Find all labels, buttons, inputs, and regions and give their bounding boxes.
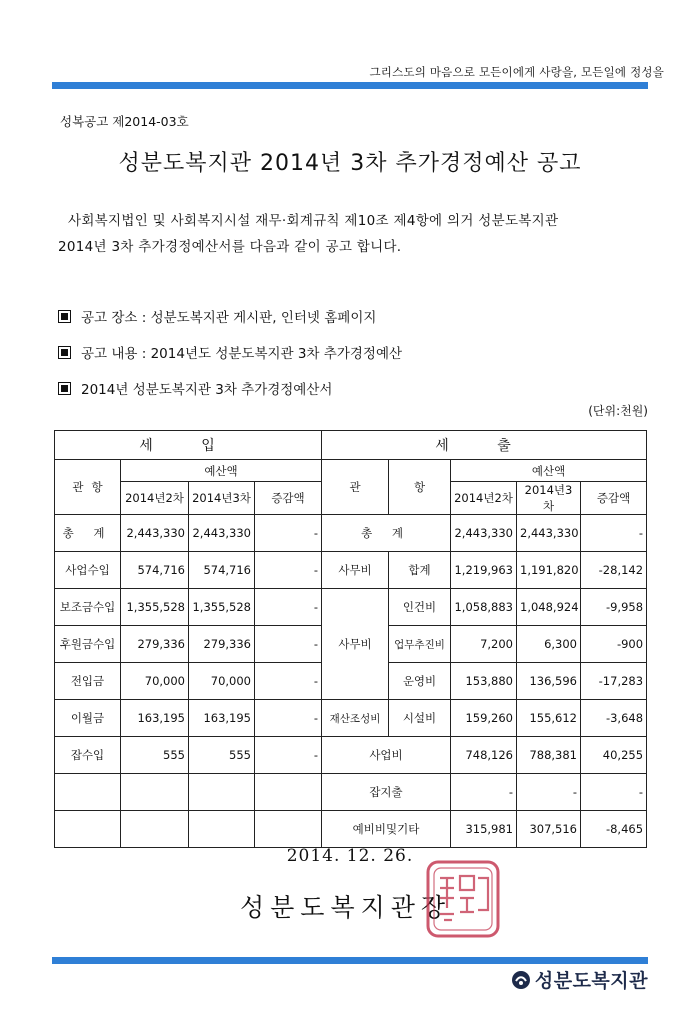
signer-name: 성분도복지관장 xyxy=(240,893,452,922)
notice-item xyxy=(58,298,402,334)
table-row xyxy=(55,700,647,737)
expense-3rd-value: 6,300 xyxy=(517,626,581,663)
col-diff: 증감액 xyxy=(255,482,322,515)
expense-gwan: 사무비 xyxy=(322,552,389,589)
revenue-name: 총 계 xyxy=(55,515,121,552)
logo-mark-icon xyxy=(511,970,531,990)
table-row xyxy=(55,811,647,848)
expense-hang-header: 항 xyxy=(389,460,451,515)
header-motto: 그리스도의 마음으로 모든이에게 사랑을, 모든일에 정성을 xyxy=(369,65,664,79)
revenue-diff-value: - xyxy=(255,515,322,552)
expense-budget-header: 예산액 xyxy=(451,460,647,482)
expense-gwan: 사업비 xyxy=(322,737,451,774)
empty-cell xyxy=(55,774,121,811)
document-number: 성복공고 제2014-03호 xyxy=(60,114,189,129)
col-3rd: 2014년3차 xyxy=(189,482,255,515)
unit-label: (단위:천원) xyxy=(588,404,648,418)
revenue-name: 잡수입 xyxy=(55,737,121,774)
revenue-diff-value: - xyxy=(255,737,322,774)
square-bullet-icon xyxy=(58,346,71,359)
expense-gwan-header: 관 xyxy=(322,460,389,515)
col-2nd: 2014년2차 xyxy=(121,482,189,515)
intro-line-2: 2014년 3차 추가경정예산서를 다음과 같이 공고 합니다. xyxy=(58,239,402,255)
revenue-diff-value: - xyxy=(255,663,322,700)
revenue-3rd-value: 70,000 xyxy=(189,663,255,700)
notice-item-text: 2014년 성분도복지관 3차 추가경정예산서 xyxy=(81,382,333,398)
intro-line-1: 사회복지법인 및 사회복지시설 재무·회계규칙 제10조 제4항에 의거 성분도복지관 xyxy=(68,213,559,229)
revenue-2nd-value: 279,336 xyxy=(121,626,189,663)
expense-2nd-value: 2,443,330 xyxy=(451,515,517,552)
notice-item xyxy=(58,334,402,370)
table-row xyxy=(55,589,647,626)
revenue-name: 사업수입 xyxy=(55,552,121,589)
official-seal-icon xyxy=(424,858,502,940)
expense-diff-value: -17,283 xyxy=(581,663,647,700)
expense-hang: 인건비 xyxy=(389,589,451,626)
expense-3rd-value: 136,596 xyxy=(517,663,581,700)
expense-diff-value: -900 xyxy=(581,626,647,663)
expense-gwan: 잡지출 xyxy=(322,774,451,811)
expense-gwan: 총 계 xyxy=(322,515,451,552)
notice-item xyxy=(58,370,402,406)
expense-2nd-value: 153,880 xyxy=(451,663,517,700)
empty-cell xyxy=(55,811,121,848)
expense-3rd-value: 788,381 xyxy=(517,737,581,774)
revenue-3rd-value: 163,195 xyxy=(189,700,255,737)
expense-2nd-value: 159,260 xyxy=(451,700,517,737)
revenue-gwan-hang-header xyxy=(55,460,121,515)
col-3rd: 2014년3차 xyxy=(517,482,581,515)
col-2nd: 2014년2차 xyxy=(451,482,517,515)
revenue-2nd-value: 70,000 xyxy=(121,663,189,700)
expense-diff-value: -9,958 xyxy=(581,589,647,626)
budget-table xyxy=(54,430,647,848)
revenue-2nd-value: 2,443,330 xyxy=(121,515,189,552)
expense-3rd-value: 155,612 xyxy=(517,700,581,737)
logo-name: 성분도복지관 xyxy=(534,970,648,992)
square-bullet-icon xyxy=(58,382,71,395)
col-gwan-label: 관 xyxy=(72,480,92,494)
revenue-3rd-value: 1,355,528 xyxy=(189,589,255,626)
expense-3rd-value: 1,048,924 xyxy=(517,589,581,626)
intro-paragraph xyxy=(58,208,648,260)
issue-date: 2014. 12. 26. xyxy=(286,846,414,866)
expense-gwan: 재산조성비 xyxy=(322,700,389,737)
expense-2nd-value: - xyxy=(451,774,517,811)
empty-cell xyxy=(189,811,255,848)
expense-2nd-value: 1,058,883 xyxy=(451,589,517,626)
col-hang-label: 항 xyxy=(91,480,103,494)
notice-item-text: 공고 내용 : 2014년도 성분도복지관 3차 추가경정예산 xyxy=(81,346,403,362)
revenue-3rd-value: 2,443,330 xyxy=(189,515,255,552)
square-bullet-icon xyxy=(58,310,71,323)
table-header-row xyxy=(55,431,647,460)
expense-gwan: 사무비 xyxy=(322,589,389,700)
revenue-2nd-value: 1,355,528 xyxy=(121,589,189,626)
expense-diff-value: -3,648 xyxy=(581,700,647,737)
revenue-name: 이월금 xyxy=(55,700,121,737)
revenue-3rd-value: 279,336 xyxy=(189,626,255,663)
notice-list xyxy=(58,298,402,406)
empty-cell xyxy=(255,811,322,848)
footer-logo xyxy=(511,966,648,993)
revenue-2nd-value: 163,195 xyxy=(121,700,189,737)
empty-cell xyxy=(121,774,189,811)
revenue-2nd-value: 555 xyxy=(121,737,189,774)
empty-cell xyxy=(121,811,189,848)
revenue-name: 후원금수입 xyxy=(55,626,121,663)
footer-divider xyxy=(52,957,648,964)
table-row xyxy=(55,515,647,552)
expense-3rd-value: 1,191,820 xyxy=(517,552,581,589)
expense-3rd-value: - xyxy=(517,774,581,811)
notice-item-text: 공고 장소 : 성분도복지관 게시판, 인터넷 홈페이지 xyxy=(81,310,377,326)
header-divider xyxy=(52,82,648,89)
table-header-row xyxy=(55,460,647,482)
revenue-name: 전입금 xyxy=(55,663,121,700)
col-diff: 증감액 xyxy=(581,482,647,515)
revenue-2nd-value: 574,716 xyxy=(121,552,189,589)
revenue-diff-value: - xyxy=(255,552,322,589)
revenue-header: 세 입 xyxy=(55,431,322,460)
expense-diff-value: -8,465 xyxy=(581,811,647,848)
revenue-diff-value: - xyxy=(255,626,322,663)
expense-3rd-value: 307,516 xyxy=(517,811,581,848)
expense-2nd-value: 1,219,963 xyxy=(451,552,517,589)
expense-3rd-value: 2,443,330 xyxy=(517,515,581,552)
revenue-budget-header: 예산액 xyxy=(121,460,322,482)
expense-2nd-value: 748,126 xyxy=(451,737,517,774)
expense-diff-value: - xyxy=(581,515,647,552)
expense-diff-value: -28,142 xyxy=(581,552,647,589)
revenue-diff-value: - xyxy=(255,700,322,737)
revenue-name: 보조금수입 xyxy=(55,589,121,626)
empty-cell xyxy=(189,774,255,811)
revenue-3rd-value: 574,716 xyxy=(189,552,255,589)
revenue-diff-value: - xyxy=(255,589,322,626)
expense-hang: 시설비 xyxy=(389,700,451,737)
empty-cell xyxy=(255,774,322,811)
expense-hang: 운영비 xyxy=(389,663,451,700)
expense-2nd-value: 7,200 xyxy=(451,626,517,663)
table-row xyxy=(55,552,647,589)
expense-hang: 업무추진비 xyxy=(389,626,451,663)
expense-diff-value: 40,255 xyxy=(581,737,647,774)
table-row xyxy=(55,737,647,774)
expense-gwan: 예비비및기타 xyxy=(322,811,451,848)
page-title: 성분도복지관 2014년 3차 추가경정예산 공고 xyxy=(118,151,582,176)
revenue-3rd-value: 555 xyxy=(189,737,255,774)
table-row xyxy=(55,774,647,811)
expense-diff-value: - xyxy=(581,774,647,811)
expense-header: 세 출 xyxy=(322,431,647,460)
expense-2nd-value: 315,981 xyxy=(451,811,517,848)
expense-hang: 합계 xyxy=(389,552,451,589)
